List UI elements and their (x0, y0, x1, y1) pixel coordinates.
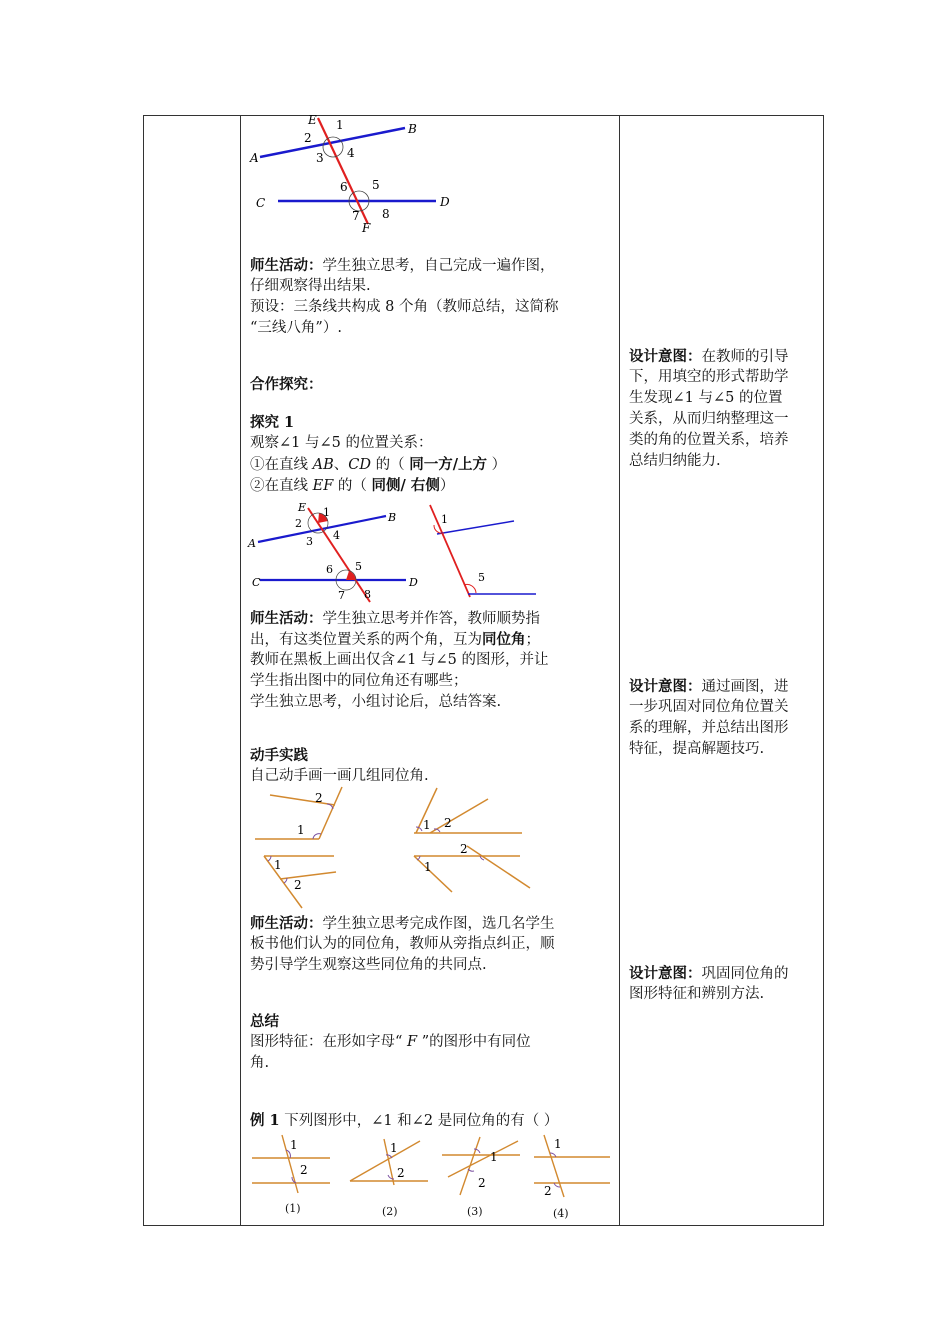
summary-title: 总结 (250, 1013, 279, 1030)
example4-label-2: 2 (544, 1184, 552, 1198)
coop-title: 合作探究： (250, 376, 323, 393)
figure-practice-d (412, 840, 532, 895)
activity2-line5: 学生独立思考，小组讨论后，总结答案. (250, 694, 502, 710)
activity3-label: 师生活动： (250, 915, 323, 932)
design3-line1: 设计意图：巩固同位角的 (629, 965, 789, 982)
example3-label-1: 1 (490, 1150, 498, 1164)
fig2-label-5: 5 (355, 560, 362, 573)
fig1-label-D: D (440, 195, 450, 209)
example-figure-2 (348, 1135, 430, 1187)
design2-line1: 设计意图：通过画图，进 (629, 678, 789, 695)
fig2-label-B: B (388, 511, 397, 524)
fig1-label-B: B (408, 122, 417, 136)
fig3-label-5: 5 (478, 571, 485, 584)
fig2-label-8: 8 (364, 588, 371, 601)
example-caption-1: (1) (285, 1202, 301, 1215)
activity3-line3: 势引导学生观察这些同位角的共同点. (250, 957, 487, 973)
practice-line1: 自己动手画一画几组同位角. (250, 768, 429, 784)
explore1-answer2: 同侧/ 右侧 (371, 477, 440, 494)
practice-a-label-2: 2 (315, 791, 323, 805)
activity1-label: 师生活动： (250, 257, 323, 274)
explore1-question2: ②在直线 EF 的（ 同侧/ 右侧） (250, 477, 455, 494)
activity1-line1: 师生活动：学生独立思考，自己完成一遍作图， (250, 257, 555, 274)
figure-highlighted-angles (248, 500, 418, 605)
activity2-label: 师生活动： (250, 610, 323, 627)
fig2-label-4: 4 (333, 529, 340, 542)
activity2-line2: 出，有这类位置关系的两个角，互为同位角； (250, 631, 540, 648)
column-divider-2 (619, 115, 620, 1226)
practice-d-label-2: 2 (460, 842, 468, 856)
design1-line2: 下，用填空的形式帮助学 (629, 369, 789, 385)
fig3-label-1: 1 (441, 513, 448, 526)
design2-line3: 系的理解，并总结出图形 (629, 720, 789, 736)
design3-label: 设计意图： (629, 965, 702, 982)
figure-three-lines-eight-angles (250, 112, 460, 237)
design1-line4: 关系，从而归纳整理这一 (629, 411, 789, 427)
fig1-label-5: 5 (372, 178, 380, 192)
figure-practice-b (410, 785, 530, 840)
fig2-label-C: C (252, 576, 261, 589)
practice-a-label-1: 1 (297, 823, 305, 837)
example3-label-2: 2 (478, 1176, 486, 1190)
figure-angle1-angle5 (420, 503, 540, 603)
summary-line1: 图形特征：在形如字母“ F ”的图形中有同位 (250, 1034, 531, 1050)
activity3-line2: 板书他们认为的同位角，教师从旁指点纠正，顺 (250, 936, 555, 952)
design2-line2: 一步巩固对同位角位置关 (629, 699, 789, 715)
fig2-label-E: E (298, 501, 307, 514)
activity2-line1: 师生活动：学生独立思考并作答，教师顺势指 (250, 610, 540, 627)
fig1-label-E: E (308, 113, 317, 127)
design1-line3: 生发现∠1 与∠5 的位置 (629, 390, 783, 406)
fig1-label-3: 3 (316, 151, 324, 165)
example-question: 例 1 下列图形中，∠1 和∠2 是同位角的有（ ） (250, 1112, 559, 1129)
design1-line1: 设计意图：在教师的引导 (629, 348, 789, 365)
activity3-line1: 师生活动：学生独立思考完成作图，选几名学生 (250, 915, 555, 932)
fig2-label-6: 6 (326, 563, 333, 576)
example-caption-2: (2) (382, 1205, 398, 1218)
design3-line2: 图形特征和辨别方法. (629, 986, 765, 1002)
fig1-label-C: C (256, 196, 266, 210)
design2-line4: 特征，提高解题技巧. (629, 741, 765, 757)
fig2-label-7: 7 (338, 589, 345, 602)
explore1-line1: 观察∠1 与∠5 的位置关系： (250, 435, 433, 451)
fig2-label-D: D (409, 576, 418, 589)
design1-label: 设计意图： (629, 348, 702, 365)
explore1-question1: ①在直线 AB、CD 的（ 同一方/上方 ） (250, 456, 507, 473)
figure-practice-c (262, 852, 342, 912)
practice-c-label-1: 1 (274, 858, 282, 872)
fig2-label-1: 1 (323, 506, 330, 519)
fig2-label-2: 2 (295, 517, 302, 530)
fig1-label-6: 6 (340, 180, 348, 194)
activity1-line3: 预设：三条线共构成 8 个角（教师总结，这简称 (250, 299, 559, 315)
column-divider-1 (240, 115, 241, 1226)
fig1-label-A: A (250, 151, 259, 165)
example-caption-4: (4) (553, 1207, 569, 1220)
fig2-label-A: A (248, 537, 256, 550)
design1-line5: 类的角的位置关系，培养 (629, 432, 789, 448)
activity2-line3: 教师在黑板上画出仅含∠1 与∠5 的图形，并让 (250, 652, 549, 668)
practice-b-label-1: 1 (423, 818, 431, 832)
fig1-label-8: 8 (382, 207, 390, 221)
practice-title: 动手实践 (250, 747, 308, 764)
activity1-line2: 仔细观察得出结果. (250, 278, 371, 294)
example2-label-2: 2 (397, 1166, 405, 1180)
example-figure-4 (530, 1133, 612, 1199)
practice-d-label-1: 1 (424, 860, 432, 874)
example-label: 例 1 (250, 1112, 280, 1129)
explore1-answer1: 同一方/上方 (409, 456, 487, 473)
fig1-label-1: 1 (336, 118, 344, 132)
fig2-label-3: 3 (306, 535, 313, 548)
example1-label-1: 1 (290, 1138, 298, 1152)
example-caption-3: (3) (467, 1205, 483, 1218)
fig1-label-F: F (362, 221, 371, 235)
practice-c-label-2: 2 (294, 878, 302, 892)
activity1-line4: “三线八角”）. (250, 320, 342, 336)
fig1-label-7: 7 (352, 209, 360, 223)
example1-label-2: 2 (300, 1163, 308, 1177)
practice-b-label-2: 2 (444, 816, 452, 830)
fig1-label-4: 4 (347, 146, 355, 160)
explore1-title: 探究 1 (250, 414, 295, 431)
fig1-label-2: 2 (304, 131, 312, 145)
design1-line6: 总结归纳能力. (629, 453, 721, 469)
figure-practice-a (255, 785, 345, 845)
activity2-line4: 学生指出图中的同位角还有哪些； (250, 673, 468, 689)
example-figure-3 (440, 1135, 522, 1197)
example-figure-1 (252, 1133, 332, 1195)
example4-label-1: 1 (554, 1137, 562, 1151)
example2-label-1: 1 (390, 1141, 398, 1155)
term-corresponding-angle: 同位角 (482, 631, 526, 648)
summary-line2: 角. (250, 1055, 270, 1071)
design2-label: 设计意图： (629, 678, 702, 695)
